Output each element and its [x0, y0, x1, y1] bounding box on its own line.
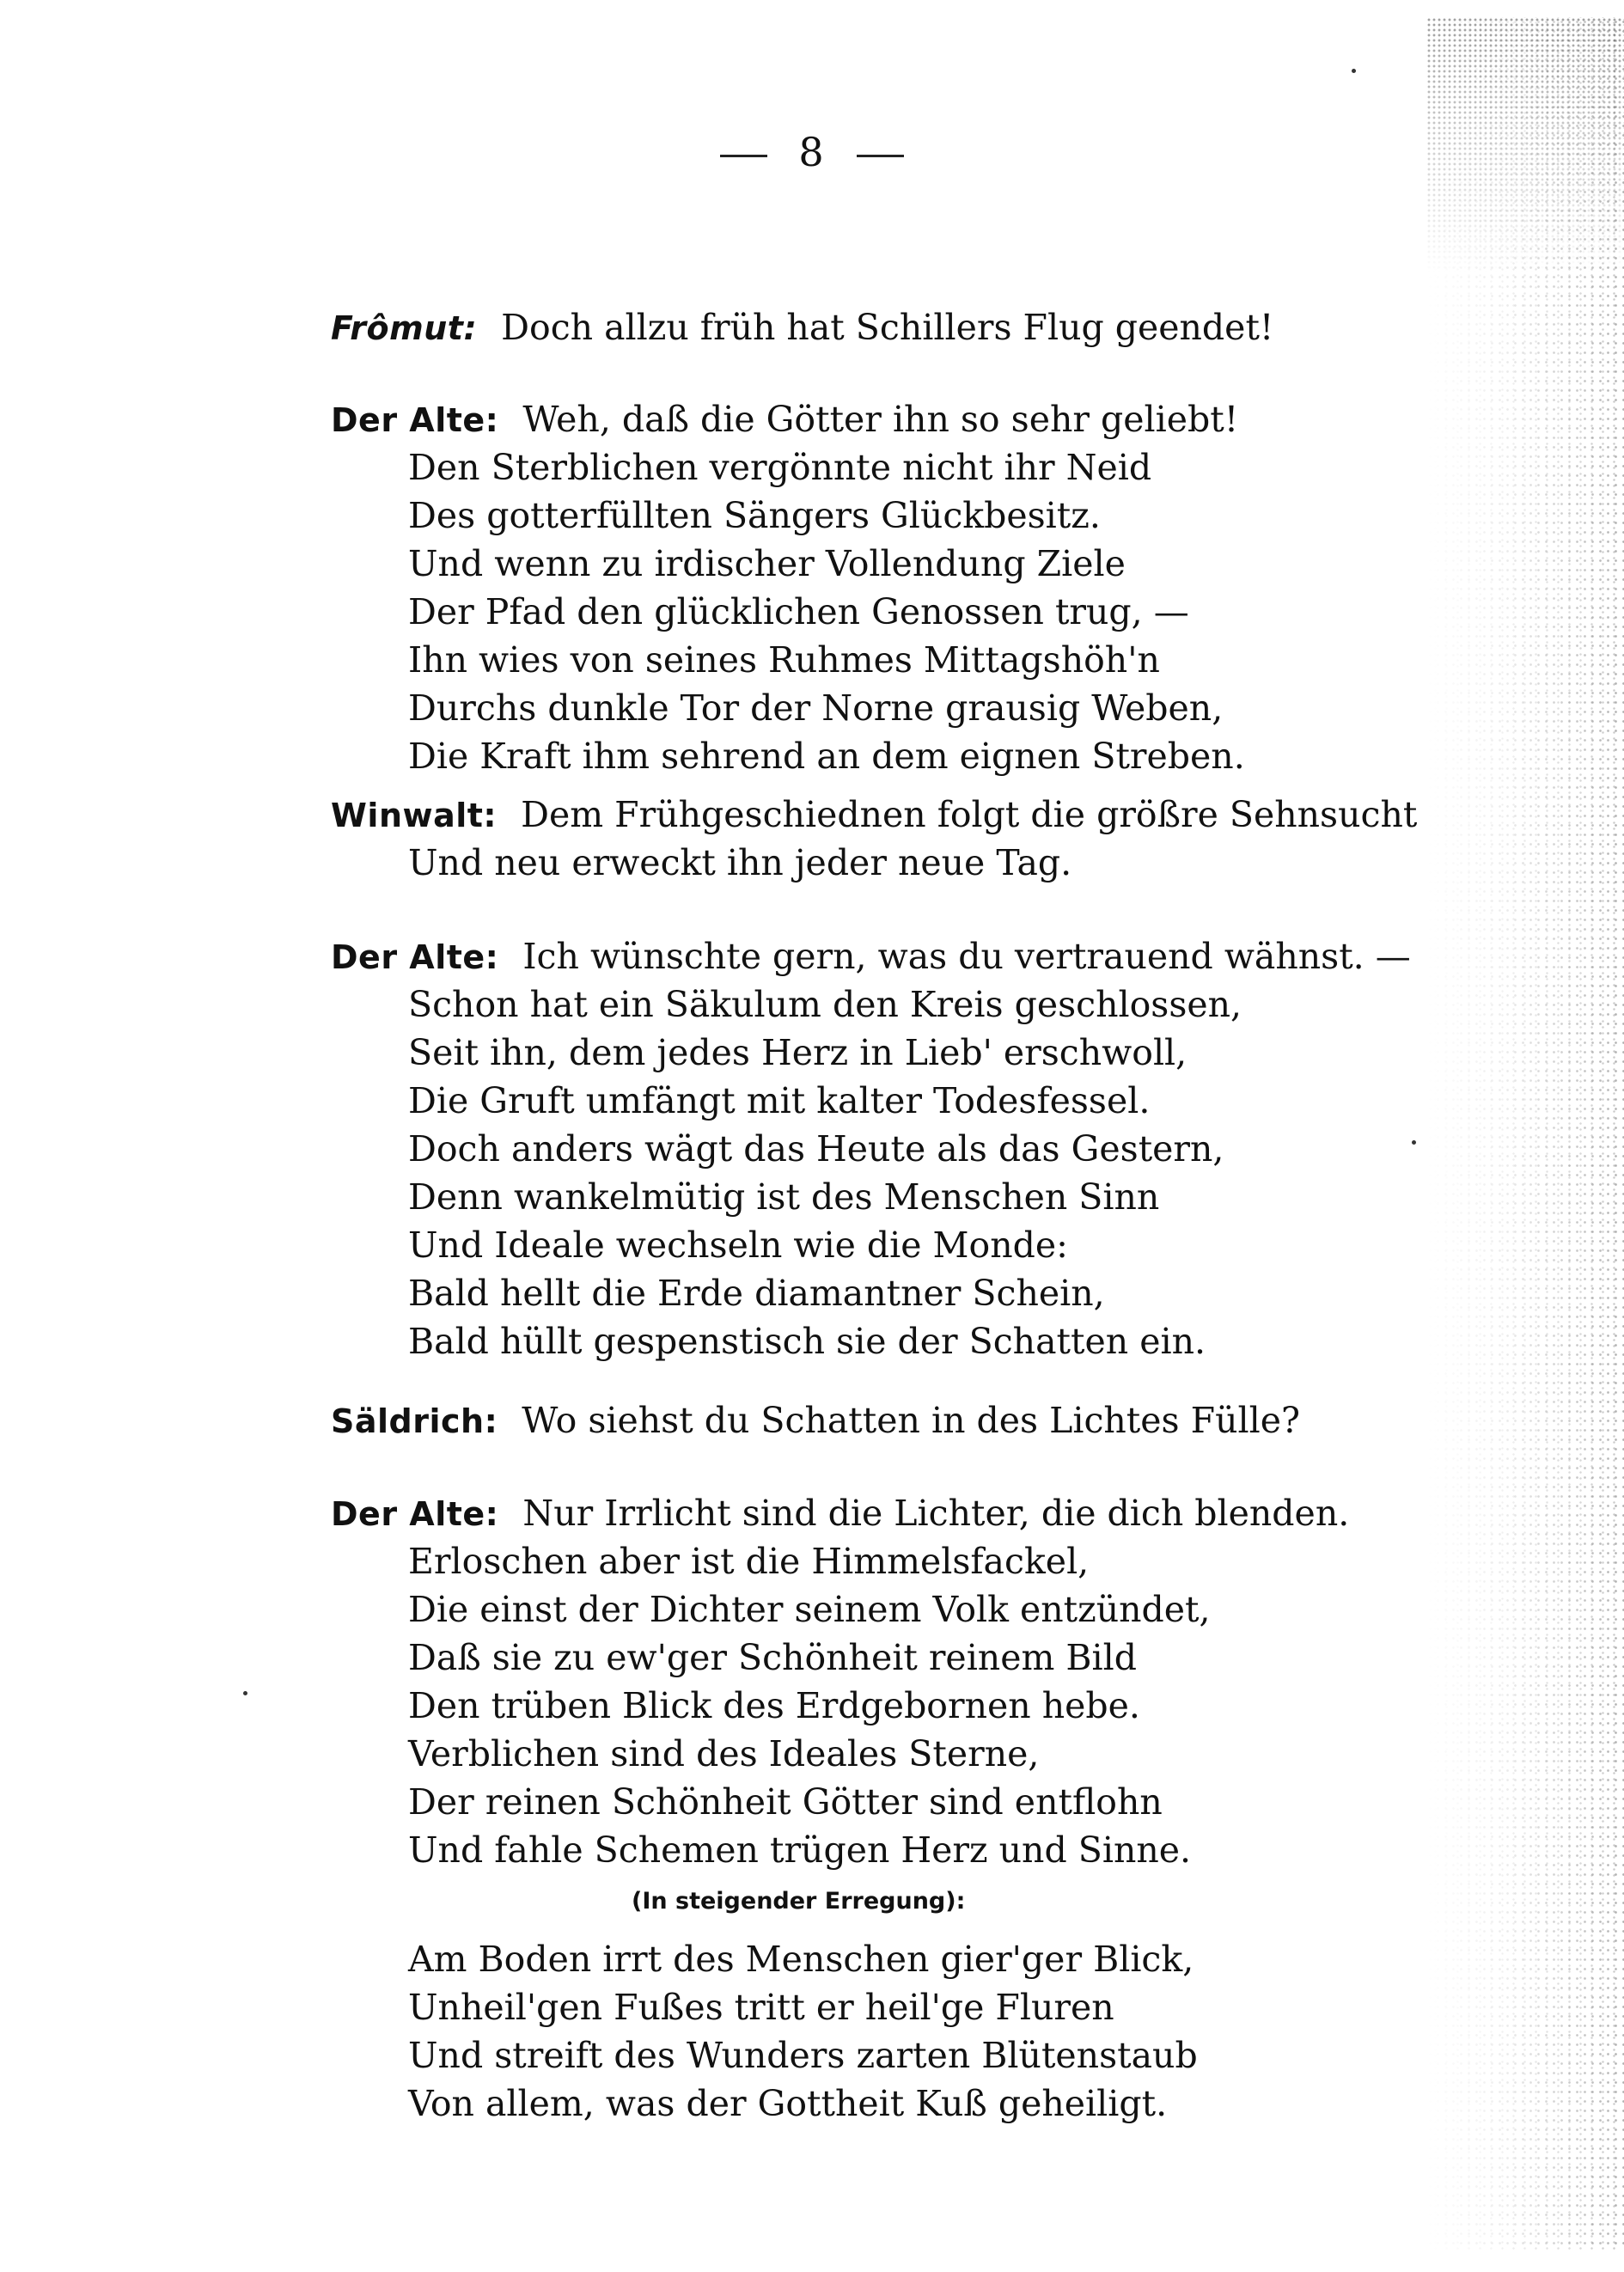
verse-line	[331, 395, 1345, 443]
verse-line: Der reinen Schönheit Götter sind entflohn	[408, 1781, 1163, 1823]
verse-line: Von allem, was der Gottheit Kuß geheiligt.	[408, 2083, 1168, 2124]
print-speck	[243, 1691, 247, 1695]
speech-der-alte-3	[331, 1489, 1350, 1874]
verse-line: Die einst der Dichter seinem Volk entzündet,	[408, 1589, 1211, 1630]
verse-line	[331, 791, 1418, 839]
verse-line: Bald hellt die Erde diamantner Schein,	[408, 1273, 1105, 1314]
verse-line: Und Ideale wechseln wie die Monde:	[408, 1225, 1068, 1266]
speech-der-alte-1	[331, 395, 1345, 780]
verse-line: Den trüben Blick des Erdgebornen hebe.	[408, 1685, 1140, 1726]
verse-line: Daß sie zu ew'ger Schönheit reinem Bild	[408, 1637, 1137, 1678]
verse-line: Und streift des Wunders zarten Blütenstaub	[408, 2035, 1198, 2076]
verse-line: Und fahle Schemen trügen Herz und Sinne.	[408, 1829, 1192, 1871]
verse-line: Des gotterfüllten Sängers Glückbesitz.	[408, 495, 1101, 536]
verse-line: Denn wankelmütig ist des Menschen Sinn	[408, 1176, 1160, 1218]
speaker-name: Der Alte:	[331, 401, 499, 439]
page-number-value: 8	[798, 129, 826, 175]
verse-line: Die Gruft umfängt mit kalter Todesfessel.	[408, 1080, 1151, 1121]
verse-text: Ich wünschte gern, was du vertrauend wähnst. —	[522, 936, 1411, 977]
speech-der-alte-3-continued	[331, 1935, 1345, 2128]
speaker-name: Frômut:	[331, 309, 478, 347]
speaker-name: Der Alte:	[331, 938, 499, 976]
verse-line: Unheil'gen Fußes tritt er heil'ge Fluren	[408, 1987, 1114, 2028]
verse-line: Den Sterblichen vergönnte nicht ihr Neid	[408, 447, 1152, 488]
speech-fromut	[331, 303, 1345, 351]
verse-line	[331, 1396, 1345, 1444]
verse-line: Am Boden irrt des Menschen gier'ger Blick,	[408, 1939, 1194, 1980]
stage-direction: (In steigender Erregung):	[632, 1888, 966, 1915]
verse-line: Schon hat ein Säkulum den Kreis geschlossen,	[408, 984, 1242, 1025]
verse-line	[331, 932, 1411, 980]
verse-line: Und wenn zu irdischer Vollendung Ziele	[408, 543, 1126, 584]
verse-line: Durchs dunkle Tor der Norne grausig Weben,	[408, 687, 1224, 729]
speech-saeldrich	[331, 1396, 1345, 1444]
page-number-dash-left	[720, 155, 767, 157]
page-number	[0, 129, 1624, 175]
speaker-name: Winwalt:	[331, 797, 498, 834]
verse-line: Doch anders wägt das Heute als das Gestern,	[408, 1128, 1224, 1170]
verse-line: Ihn wies von seines Ruhmes Mittagshöh'n	[408, 639, 1160, 681]
verse-line	[331, 303, 1345, 351]
scan-edge-speckle	[1426, 17, 1624, 2251]
verse-line: Die Kraft ihm sehrend an dem eignen Streben.	[408, 736, 1245, 777]
verse-line	[331, 1489, 1350, 1537]
speech-winwalt	[331, 791, 1418, 887]
verse-line: Seit ihn, dem jedes Herz in Lieb' erschwoll,	[408, 1032, 1187, 1073]
verse-line: Und neu erweckt ihn jeder neue Tag.	[408, 842, 1072, 883]
verse-line: Verblichen sind des Ideales Sterne,	[408, 1733, 1040, 1774]
verse-line: Der Pfad den glücklichen Genossen trug, —	[408, 591, 1189, 632]
verse-text: Wo siehst du Schatten in des Lichtes Fülle?	[522, 1400, 1300, 1441]
verse-text: Dem Frühgeschiednen folgt die größre Sehnsucht	[521, 794, 1418, 835]
verse-text: Doch allzu früh hat Schillers Flug geendet!	[501, 307, 1274, 348]
speech-der-alte-2	[331, 932, 1411, 1365]
verse-line: Bald hüllt gespenstisch sie der Schatten ein.	[408, 1321, 1206, 1362]
page-number-dash-right	[857, 155, 904, 157]
print-speck	[1352, 69, 1356, 73]
speaker-name: Säldrich:	[331, 1402, 498, 1440]
verse-text: Weh, daß die Götter ihn so sehr geliebt!	[522, 399, 1239, 440]
speaker-name: Der Alte:	[331, 1495, 499, 1533]
verse-line: Erloschen aber ist die Himmelsfackel,	[408, 1541, 1090, 1582]
verse-text: Nur Irrlicht sind die Lichter, die dich blenden.	[522, 1493, 1350, 1534]
print-speck	[1412, 1140, 1416, 1145]
